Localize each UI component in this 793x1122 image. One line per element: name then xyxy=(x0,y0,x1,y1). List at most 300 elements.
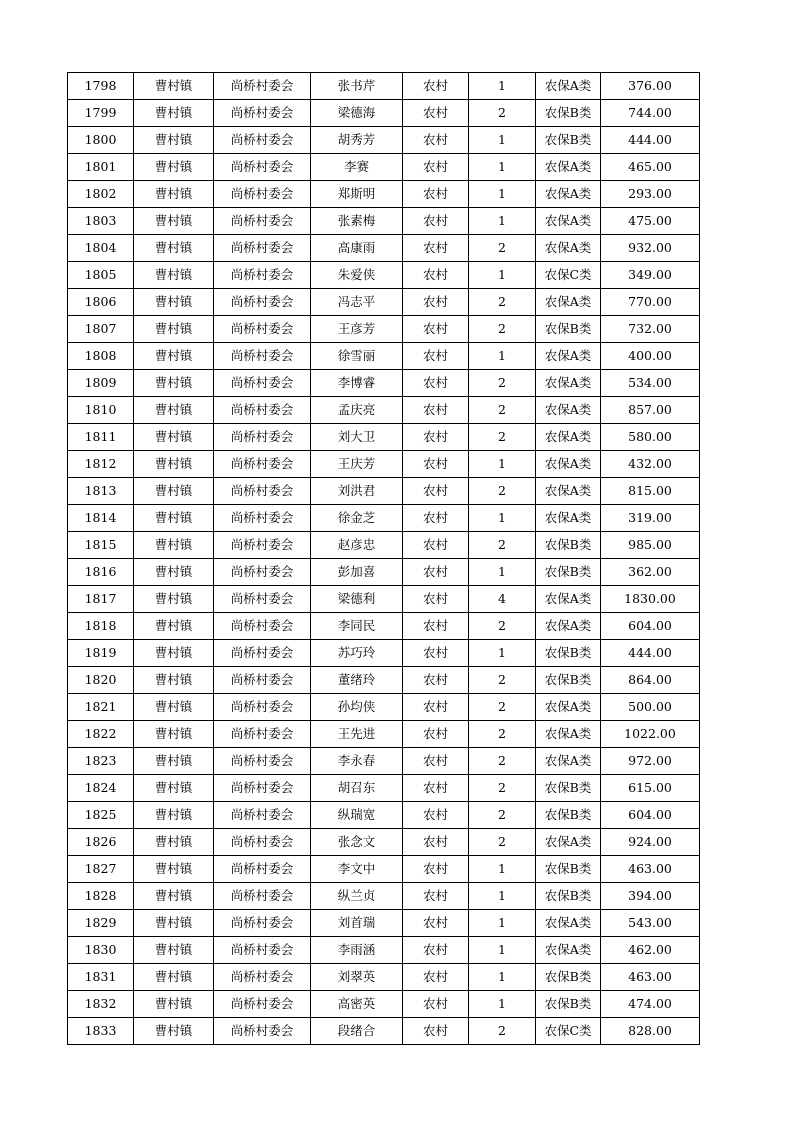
village-committee-cell: 尚桥村委会 xyxy=(214,370,311,397)
amount-cell: 319.00 xyxy=(601,505,700,532)
village-committee-cell: 尚桥村委会 xyxy=(214,289,311,316)
village-committee-cell: 尚桥村委会 xyxy=(214,937,311,964)
area-type-cell: 农村 xyxy=(403,991,469,1018)
insurance-category-cell: 农保B类 xyxy=(536,127,601,154)
serial-number-cell: 1801 xyxy=(68,154,134,181)
insurance-category-cell: 农保B类 xyxy=(536,640,601,667)
table-row xyxy=(68,559,700,586)
insurance-category-cell: 农保B类 xyxy=(536,991,601,1018)
amount-cell: 985.00 xyxy=(601,532,700,559)
household-size-cell: 2 xyxy=(469,1018,536,1045)
table-row xyxy=(68,100,700,127)
village-committee-cell: 尚桥村委会 xyxy=(214,316,311,343)
roster-table-body xyxy=(68,73,700,1045)
name-cell: 董绪玲 xyxy=(311,667,403,694)
amount-cell: 362.00 xyxy=(601,559,700,586)
table-row xyxy=(68,748,700,775)
village-committee-cell: 尚桥村委会 xyxy=(214,127,311,154)
area-type-cell: 农村 xyxy=(403,667,469,694)
table-row xyxy=(68,424,700,451)
household-size-cell: 2 xyxy=(469,802,536,829)
insurance-category-cell: 农保A类 xyxy=(536,613,601,640)
serial-number-cell: 1823 xyxy=(68,748,134,775)
serial-number-cell: 1800 xyxy=(68,127,134,154)
village-committee-cell: 尚桥村委会 xyxy=(214,424,311,451)
amount-cell: 932.00 xyxy=(601,235,700,262)
town-cell: 曹村镇 xyxy=(134,937,214,964)
household-size-cell: 1 xyxy=(469,181,536,208)
amount-cell: 1830.00 xyxy=(601,586,700,613)
household-size-cell: 2 xyxy=(469,316,536,343)
household-size-cell: 2 xyxy=(469,424,536,451)
amount-cell: 604.00 xyxy=(601,613,700,640)
area-type-cell: 农村 xyxy=(403,316,469,343)
household-size-cell: 2 xyxy=(469,289,536,316)
area-type-cell: 农村 xyxy=(403,1018,469,1045)
insurance-category-cell: 农保B类 xyxy=(536,775,601,802)
area-type-cell: 农村 xyxy=(403,694,469,721)
insurance-category-cell: 农保A类 xyxy=(536,451,601,478)
table-row xyxy=(68,262,700,289)
name-cell: 李同民 xyxy=(311,613,403,640)
village-committee-cell: 尚桥村委会 xyxy=(214,667,311,694)
amount-cell: 864.00 xyxy=(601,667,700,694)
household-size-cell: 1 xyxy=(469,964,536,991)
name-cell: 张念文 xyxy=(311,829,403,856)
area-type-cell: 农村 xyxy=(403,586,469,613)
village-committee-cell: 尚桥村委会 xyxy=(214,73,311,100)
village-committee-cell: 尚桥村委会 xyxy=(214,208,311,235)
name-cell: 徐雪丽 xyxy=(311,343,403,370)
name-cell: 郑斯明 xyxy=(311,181,403,208)
serial-number-cell: 1812 xyxy=(68,451,134,478)
household-size-cell: 1 xyxy=(469,154,536,181)
name-cell: 纵兰贞 xyxy=(311,883,403,910)
insurance-category-cell: 农保B类 xyxy=(536,100,601,127)
village-committee-cell: 尚桥村委会 xyxy=(214,559,311,586)
name-cell: 刘大卫 xyxy=(311,424,403,451)
name-cell: 刘洪君 xyxy=(311,478,403,505)
area-type-cell: 农村 xyxy=(403,775,469,802)
amount-cell: 394.00 xyxy=(601,883,700,910)
insurance-category-cell: 农保B类 xyxy=(536,316,601,343)
town-cell: 曹村镇 xyxy=(134,586,214,613)
village-committee-cell: 尚桥村委会 xyxy=(214,181,311,208)
insurance-category-cell: 农保A类 xyxy=(536,748,601,775)
household-size-cell: 4 xyxy=(469,586,536,613)
town-cell: 曹村镇 xyxy=(134,451,214,478)
table-row xyxy=(68,856,700,883)
amount-cell: 463.00 xyxy=(601,856,700,883)
insurance-category-cell: 农保A类 xyxy=(536,721,601,748)
insurance-category-cell: 农保A类 xyxy=(536,181,601,208)
village-committee-cell: 尚桥村委会 xyxy=(214,451,311,478)
area-type-cell: 农村 xyxy=(403,505,469,532)
name-cell: 李永春 xyxy=(311,748,403,775)
village-committee-cell: 尚桥村委会 xyxy=(214,154,311,181)
serial-number-cell: 1810 xyxy=(68,397,134,424)
village-committee-cell: 尚桥村委会 xyxy=(214,775,311,802)
insurance-category-cell: 农保A类 xyxy=(536,208,601,235)
household-size-cell: 1 xyxy=(469,451,536,478)
area-type-cell: 农村 xyxy=(403,343,469,370)
amount-cell: 580.00 xyxy=(601,424,700,451)
table-row xyxy=(68,991,700,1018)
household-size-cell: 1 xyxy=(469,559,536,586)
town-cell: 曹村镇 xyxy=(134,856,214,883)
household-size-cell: 1 xyxy=(469,127,536,154)
town-cell: 曹村镇 xyxy=(134,802,214,829)
town-cell: 曹村镇 xyxy=(134,343,214,370)
town-cell: 曹村镇 xyxy=(134,289,214,316)
name-cell: 李雨涵 xyxy=(311,937,403,964)
amount-cell: 474.00 xyxy=(601,991,700,1018)
amount-cell: 444.00 xyxy=(601,640,700,667)
insurance-category-cell: 农保A类 xyxy=(536,235,601,262)
table-row xyxy=(68,937,700,964)
table-row xyxy=(68,73,700,100)
area-type-cell: 农村 xyxy=(403,100,469,127)
table-row xyxy=(68,1018,700,1045)
area-type-cell: 农村 xyxy=(403,181,469,208)
table-row xyxy=(68,721,700,748)
amount-cell: 349.00 xyxy=(601,262,700,289)
town-cell: 曹村镇 xyxy=(134,883,214,910)
serial-number-cell: 1826 xyxy=(68,829,134,856)
amount-cell: 475.00 xyxy=(601,208,700,235)
household-size-cell: 2 xyxy=(469,478,536,505)
insurance-category-cell: 农保A类 xyxy=(536,343,601,370)
amount-cell: 1022.00 xyxy=(601,721,700,748)
household-size-cell: 1 xyxy=(469,640,536,667)
insurance-category-cell: 农保A类 xyxy=(536,505,601,532)
village-committee-cell: 尚桥村委会 xyxy=(214,748,311,775)
area-type-cell: 农村 xyxy=(403,721,469,748)
household-size-cell: 1 xyxy=(469,856,536,883)
household-size-cell: 2 xyxy=(469,235,536,262)
serial-number-cell: 1804 xyxy=(68,235,134,262)
amount-cell: 462.00 xyxy=(601,937,700,964)
town-cell: 曹村镇 xyxy=(134,640,214,667)
amount-cell: 828.00 xyxy=(601,1018,700,1045)
serial-number-cell: 1822 xyxy=(68,721,134,748)
household-size-cell: 2 xyxy=(469,100,536,127)
table-row xyxy=(68,586,700,613)
table-row xyxy=(68,397,700,424)
serial-number-cell: 1798 xyxy=(68,73,134,100)
name-cell: 孙均侠 xyxy=(311,694,403,721)
table-row xyxy=(68,343,700,370)
name-cell: 李文中 xyxy=(311,856,403,883)
serial-number-cell: 1832 xyxy=(68,991,134,1018)
area-type-cell: 农村 xyxy=(403,235,469,262)
village-committee-cell: 尚桥村委会 xyxy=(214,964,311,991)
serial-number-cell: 1802 xyxy=(68,181,134,208)
name-cell: 刘首瑞 xyxy=(311,910,403,937)
amount-cell: 732.00 xyxy=(601,316,700,343)
name-cell: 梁德利 xyxy=(311,586,403,613)
area-type-cell: 农村 xyxy=(403,478,469,505)
town-cell: 曹村镇 xyxy=(134,316,214,343)
amount-cell: 744.00 xyxy=(601,100,700,127)
household-size-cell: 1 xyxy=(469,343,536,370)
household-size-cell: 1 xyxy=(469,937,536,964)
household-size-cell: 1 xyxy=(469,262,536,289)
name-cell: 梁德海 xyxy=(311,100,403,127)
name-cell: 徐金芝 xyxy=(311,505,403,532)
insurance-category-cell: 农保C类 xyxy=(536,262,601,289)
area-type-cell: 农村 xyxy=(403,154,469,181)
area-type-cell: 农村 xyxy=(403,640,469,667)
village-committee-cell: 尚桥村委会 xyxy=(214,802,311,829)
insurance-category-cell: 农保B类 xyxy=(536,559,601,586)
serial-number-cell: 1833 xyxy=(68,1018,134,1045)
area-type-cell: 农村 xyxy=(403,748,469,775)
village-committee-cell: 尚桥村委会 xyxy=(214,829,311,856)
village-committee-cell: 尚桥村委会 xyxy=(214,640,311,667)
area-type-cell: 农村 xyxy=(403,613,469,640)
serial-number-cell: 1817 xyxy=(68,586,134,613)
town-cell: 曹村镇 xyxy=(134,181,214,208)
serial-number-cell: 1831 xyxy=(68,964,134,991)
name-cell: 王先进 xyxy=(311,721,403,748)
name-cell: 胡召东 xyxy=(311,775,403,802)
village-committee-cell: 尚桥村委会 xyxy=(214,505,311,532)
table-row xyxy=(68,640,700,667)
household-size-cell: 2 xyxy=(469,694,536,721)
table-row xyxy=(68,289,700,316)
household-size-cell: 1 xyxy=(469,991,536,1018)
table-row xyxy=(68,667,700,694)
table-row xyxy=(68,154,700,181)
name-cell: 张素梅 xyxy=(311,208,403,235)
area-type-cell: 农村 xyxy=(403,910,469,937)
table-row xyxy=(68,316,700,343)
household-size-cell: 1 xyxy=(469,910,536,937)
town-cell: 曹村镇 xyxy=(134,154,214,181)
serial-number-cell: 1821 xyxy=(68,694,134,721)
town-cell: 曹村镇 xyxy=(134,721,214,748)
insurance-category-cell: 农保A类 xyxy=(536,586,601,613)
serial-number-cell: 1805 xyxy=(68,262,134,289)
amount-cell: 857.00 xyxy=(601,397,700,424)
village-committee-cell: 尚桥村委会 xyxy=(214,397,311,424)
area-type-cell: 农村 xyxy=(403,262,469,289)
household-size-cell: 2 xyxy=(469,748,536,775)
area-type-cell: 农村 xyxy=(403,829,469,856)
town-cell: 曹村镇 xyxy=(134,424,214,451)
area-type-cell: 农村 xyxy=(403,424,469,451)
village-committee-cell: 尚桥村委会 xyxy=(214,856,311,883)
area-type-cell: 农村 xyxy=(403,289,469,316)
village-committee-cell: 尚桥村委会 xyxy=(214,694,311,721)
name-cell: 段绪合 xyxy=(311,1018,403,1045)
area-type-cell: 农村 xyxy=(403,532,469,559)
amount-cell: 815.00 xyxy=(601,478,700,505)
serial-number-cell: 1809 xyxy=(68,370,134,397)
town-cell: 曹村镇 xyxy=(134,370,214,397)
town-cell: 曹村镇 xyxy=(134,73,214,100)
village-committee-cell: 尚桥村委会 xyxy=(214,883,311,910)
serial-number-cell: 1820 xyxy=(68,667,134,694)
household-size-cell: 2 xyxy=(469,667,536,694)
village-committee-cell: 尚桥村委会 xyxy=(214,235,311,262)
town-cell: 曹村镇 xyxy=(134,1018,214,1045)
amount-cell: 534.00 xyxy=(601,370,700,397)
serial-number-cell: 1828 xyxy=(68,883,134,910)
town-cell: 曹村镇 xyxy=(134,964,214,991)
town-cell: 曹村镇 xyxy=(134,559,214,586)
name-cell: 胡秀芳 xyxy=(311,127,403,154)
town-cell: 曹村镇 xyxy=(134,775,214,802)
insurance-category-cell: 农保A类 xyxy=(536,73,601,100)
insurance-category-cell: 农保A类 xyxy=(536,154,601,181)
name-cell: 彭加喜 xyxy=(311,559,403,586)
serial-number-cell: 1825 xyxy=(68,802,134,829)
town-cell: 曹村镇 xyxy=(134,262,214,289)
name-cell: 王彦芳 xyxy=(311,316,403,343)
household-size-cell: 2 xyxy=(469,397,536,424)
table-row xyxy=(68,208,700,235)
name-cell: 冯志平 xyxy=(311,289,403,316)
name-cell: 王庆芳 xyxy=(311,451,403,478)
insurance-category-cell: 农保A类 xyxy=(536,424,601,451)
town-cell: 曹村镇 xyxy=(134,694,214,721)
table-row xyxy=(68,478,700,505)
insurance-category-cell: 农保C类 xyxy=(536,1018,601,1045)
village-committee-cell: 尚桥村委会 xyxy=(214,532,311,559)
village-committee-cell: 尚桥村委会 xyxy=(214,262,311,289)
village-committee-cell: 尚桥村委会 xyxy=(214,613,311,640)
household-size-cell: 1 xyxy=(469,883,536,910)
area-type-cell: 农村 xyxy=(403,964,469,991)
town-cell: 曹村镇 xyxy=(134,478,214,505)
insurance-category-cell: 农保A类 xyxy=(536,694,601,721)
insurance-category-cell: 农保A类 xyxy=(536,478,601,505)
serial-number-cell: 1829 xyxy=(68,910,134,937)
name-cell: 孟庆亮 xyxy=(311,397,403,424)
insurance-category-cell: 农保B类 xyxy=(536,532,601,559)
serial-number-cell: 1819 xyxy=(68,640,134,667)
village-committee-cell: 尚桥村委会 xyxy=(214,991,311,1018)
amount-cell: 400.00 xyxy=(601,343,700,370)
town-cell: 曹村镇 xyxy=(134,208,214,235)
serial-number-cell: 1807 xyxy=(68,316,134,343)
area-type-cell: 农村 xyxy=(403,883,469,910)
name-cell: 苏巧玲 xyxy=(311,640,403,667)
serial-number-cell: 1815 xyxy=(68,532,134,559)
area-type-cell: 农村 xyxy=(403,397,469,424)
amount-cell: 615.00 xyxy=(601,775,700,802)
household-size-cell: 2 xyxy=(469,370,536,397)
village-committee-cell: 尚桥村委会 xyxy=(214,1018,311,1045)
table-row xyxy=(68,532,700,559)
serial-number-cell: 1827 xyxy=(68,856,134,883)
serial-number-cell: 1824 xyxy=(68,775,134,802)
serial-number-cell: 1803 xyxy=(68,208,134,235)
household-size-cell: 2 xyxy=(469,613,536,640)
name-cell: 李赛 xyxy=(311,154,403,181)
insurance-category-cell: 农保B类 xyxy=(536,964,601,991)
table-row xyxy=(68,694,700,721)
area-type-cell: 农村 xyxy=(403,370,469,397)
area-type-cell: 农村 xyxy=(403,802,469,829)
area-type-cell: 农村 xyxy=(403,856,469,883)
serial-number-cell: 1830 xyxy=(68,937,134,964)
name-cell: 张书芹 xyxy=(311,73,403,100)
town-cell: 曹村镇 xyxy=(134,991,214,1018)
table-row xyxy=(68,802,700,829)
area-type-cell: 农村 xyxy=(403,73,469,100)
insurance-category-cell: 农保A类 xyxy=(536,829,601,856)
insurance-category-cell: 农保A类 xyxy=(536,370,601,397)
town-cell: 曹村镇 xyxy=(134,100,214,127)
table-row xyxy=(68,127,700,154)
name-cell: 高密英 xyxy=(311,991,403,1018)
table-row xyxy=(68,181,700,208)
table-row xyxy=(68,910,700,937)
town-cell: 曹村镇 xyxy=(134,397,214,424)
village-committee-cell: 尚桥村委会 xyxy=(214,343,311,370)
table-row xyxy=(68,235,700,262)
amount-cell: 444.00 xyxy=(601,127,700,154)
serial-number-cell: 1818 xyxy=(68,613,134,640)
town-cell: 曹村镇 xyxy=(134,235,214,262)
serial-number-cell: 1811 xyxy=(68,424,134,451)
village-committee-cell: 尚桥村委会 xyxy=(214,478,311,505)
town-cell: 曹村镇 xyxy=(134,829,214,856)
household-size-cell: 2 xyxy=(469,532,536,559)
insurance-category-cell: 农保B类 xyxy=(536,856,601,883)
village-committee-cell: 尚桥村委会 xyxy=(214,100,311,127)
town-cell: 曹村镇 xyxy=(134,667,214,694)
table-row xyxy=(68,964,700,991)
amount-cell: 293.00 xyxy=(601,181,700,208)
amount-cell: 432.00 xyxy=(601,451,700,478)
name-cell: 刘翠英 xyxy=(311,964,403,991)
area-type-cell: 农村 xyxy=(403,208,469,235)
amount-cell: 463.00 xyxy=(601,964,700,991)
insurance-category-cell: 农保A类 xyxy=(536,937,601,964)
household-size-cell: 1 xyxy=(469,73,536,100)
roster-table xyxy=(67,72,700,1045)
town-cell: 曹村镇 xyxy=(134,505,214,532)
amount-cell: 376.00 xyxy=(601,73,700,100)
town-cell: 曹村镇 xyxy=(134,613,214,640)
town-cell: 曹村镇 xyxy=(134,748,214,775)
amount-cell: 924.00 xyxy=(601,829,700,856)
amount-cell: 543.00 xyxy=(601,910,700,937)
amount-cell: 604.00 xyxy=(601,802,700,829)
insurance-category-cell: 农保B类 xyxy=(536,802,601,829)
table-row xyxy=(68,613,700,640)
serial-number-cell: 1799 xyxy=(68,100,134,127)
household-size-cell: 2 xyxy=(469,721,536,748)
table-row xyxy=(68,775,700,802)
insurance-category-cell: 农保A类 xyxy=(536,910,601,937)
town-cell: 曹村镇 xyxy=(134,910,214,937)
name-cell: 李博睿 xyxy=(311,370,403,397)
table-row xyxy=(68,829,700,856)
village-committee-cell: 尚桥村委会 xyxy=(214,721,311,748)
insurance-category-cell: 农保A类 xyxy=(536,289,601,316)
household-size-cell: 2 xyxy=(469,775,536,802)
table-row xyxy=(68,883,700,910)
name-cell: 纵瑞宽 xyxy=(311,802,403,829)
serial-number-cell: 1808 xyxy=(68,343,134,370)
household-size-cell: 2 xyxy=(469,829,536,856)
amount-cell: 770.00 xyxy=(601,289,700,316)
